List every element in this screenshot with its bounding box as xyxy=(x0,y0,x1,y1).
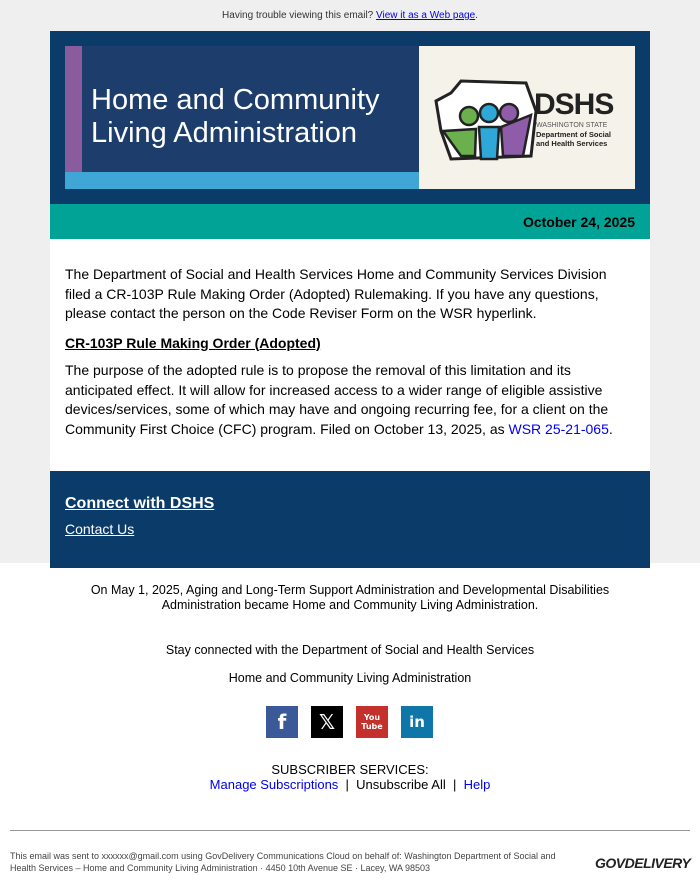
subscriber-services: SUBSCRIBER SERVICES: Manage Subscriptions | Unsubscribe All | Help xyxy=(209,762,491,792)
email-body xyxy=(50,239,650,471)
stay-connected-text: Stay connected with the Department of Social and Health Services xyxy=(165,643,535,657)
web-page-link[interactable]: View it as a Web page xyxy=(376,10,476,21)
manage-subscriptions-link[interactable]: Manage Subscriptions xyxy=(209,777,339,792)
admin-notice: On May 1, 2025, Aging and Long-Term Support Administration and Developmental Disabilities Administration became Home and Community Living Administration. xyxy=(90,583,610,612)
x-icon[interactable]: 𝕏 xyxy=(311,706,343,738)
contact-us-link[interactable]: Contact Us xyxy=(65,521,135,537)
people-logo-icon xyxy=(431,71,541,171)
footer-text: This email was sent to xxxxxx@gmail.com using GovDelivery Communications Cloud on behalf of: Washington Department of Social and Health Services – Home and Community Living Administration · 4450 10th Avenue SE · Lacey, WA 98503 xyxy=(10,851,556,873)
linkedin-icon[interactable]: in xyxy=(401,706,433,738)
section-heading: CR-103P Rule Making Order (Adopted) xyxy=(65,334,321,351)
blue-stripe xyxy=(65,172,419,189)
help-link[interactable]: Help xyxy=(463,777,491,792)
preheader: Having trouble viewing this email? View it as a Web page. xyxy=(222,10,478,21)
wsr-link[interactable]: WSR 25-21-065 xyxy=(508,420,609,437)
hcla-text: Home and Community Living Administration xyxy=(228,671,472,685)
facebook-icon[interactable]: f xyxy=(266,706,298,738)
unsubscribe-all-link[interactable]: Unsubscribe All xyxy=(356,777,446,792)
body-paragraph: The purpose of the adopted rule is to propose the removal of this limitation and its anticipated effect. It will allow for increased access to a wider range of eligible assistive devices/services, some of which may have and ongoing recurring fee, for a client on the Community First Choice (CFC) program. Filed on October 13, 2025, as WSR 25-21-065. xyxy=(65,362,613,437)
social-links xyxy=(266,706,433,738)
banner-title: Home and Community Living Administration xyxy=(91,84,380,149)
youtube-icon[interactable]: You Tube xyxy=(356,706,388,738)
email-container xyxy=(50,31,650,568)
header xyxy=(50,31,650,204)
divider xyxy=(10,830,690,831)
dshs-logo: DSHS WASHINGTON STATE Department of Social and Health Services xyxy=(419,46,635,189)
banner-image xyxy=(65,46,635,189)
connect-title[interactable]: Connect with DSHS xyxy=(65,495,215,512)
intro-text: The Department of Social and Health Services Home and Community Services Division filed a CR-103P Rule Making Order (Adopted) Rulemaking. If you have any questions, please contact the person on the Code Reviser Form on the WSR hyperlink. xyxy=(65,266,607,321)
govdelivery-logo[interactable]: GOVDELIVERY xyxy=(595,855,691,871)
purple-accent xyxy=(65,46,82,172)
connect-section xyxy=(50,471,650,568)
date-bar: October 24, 2025 xyxy=(50,204,650,239)
